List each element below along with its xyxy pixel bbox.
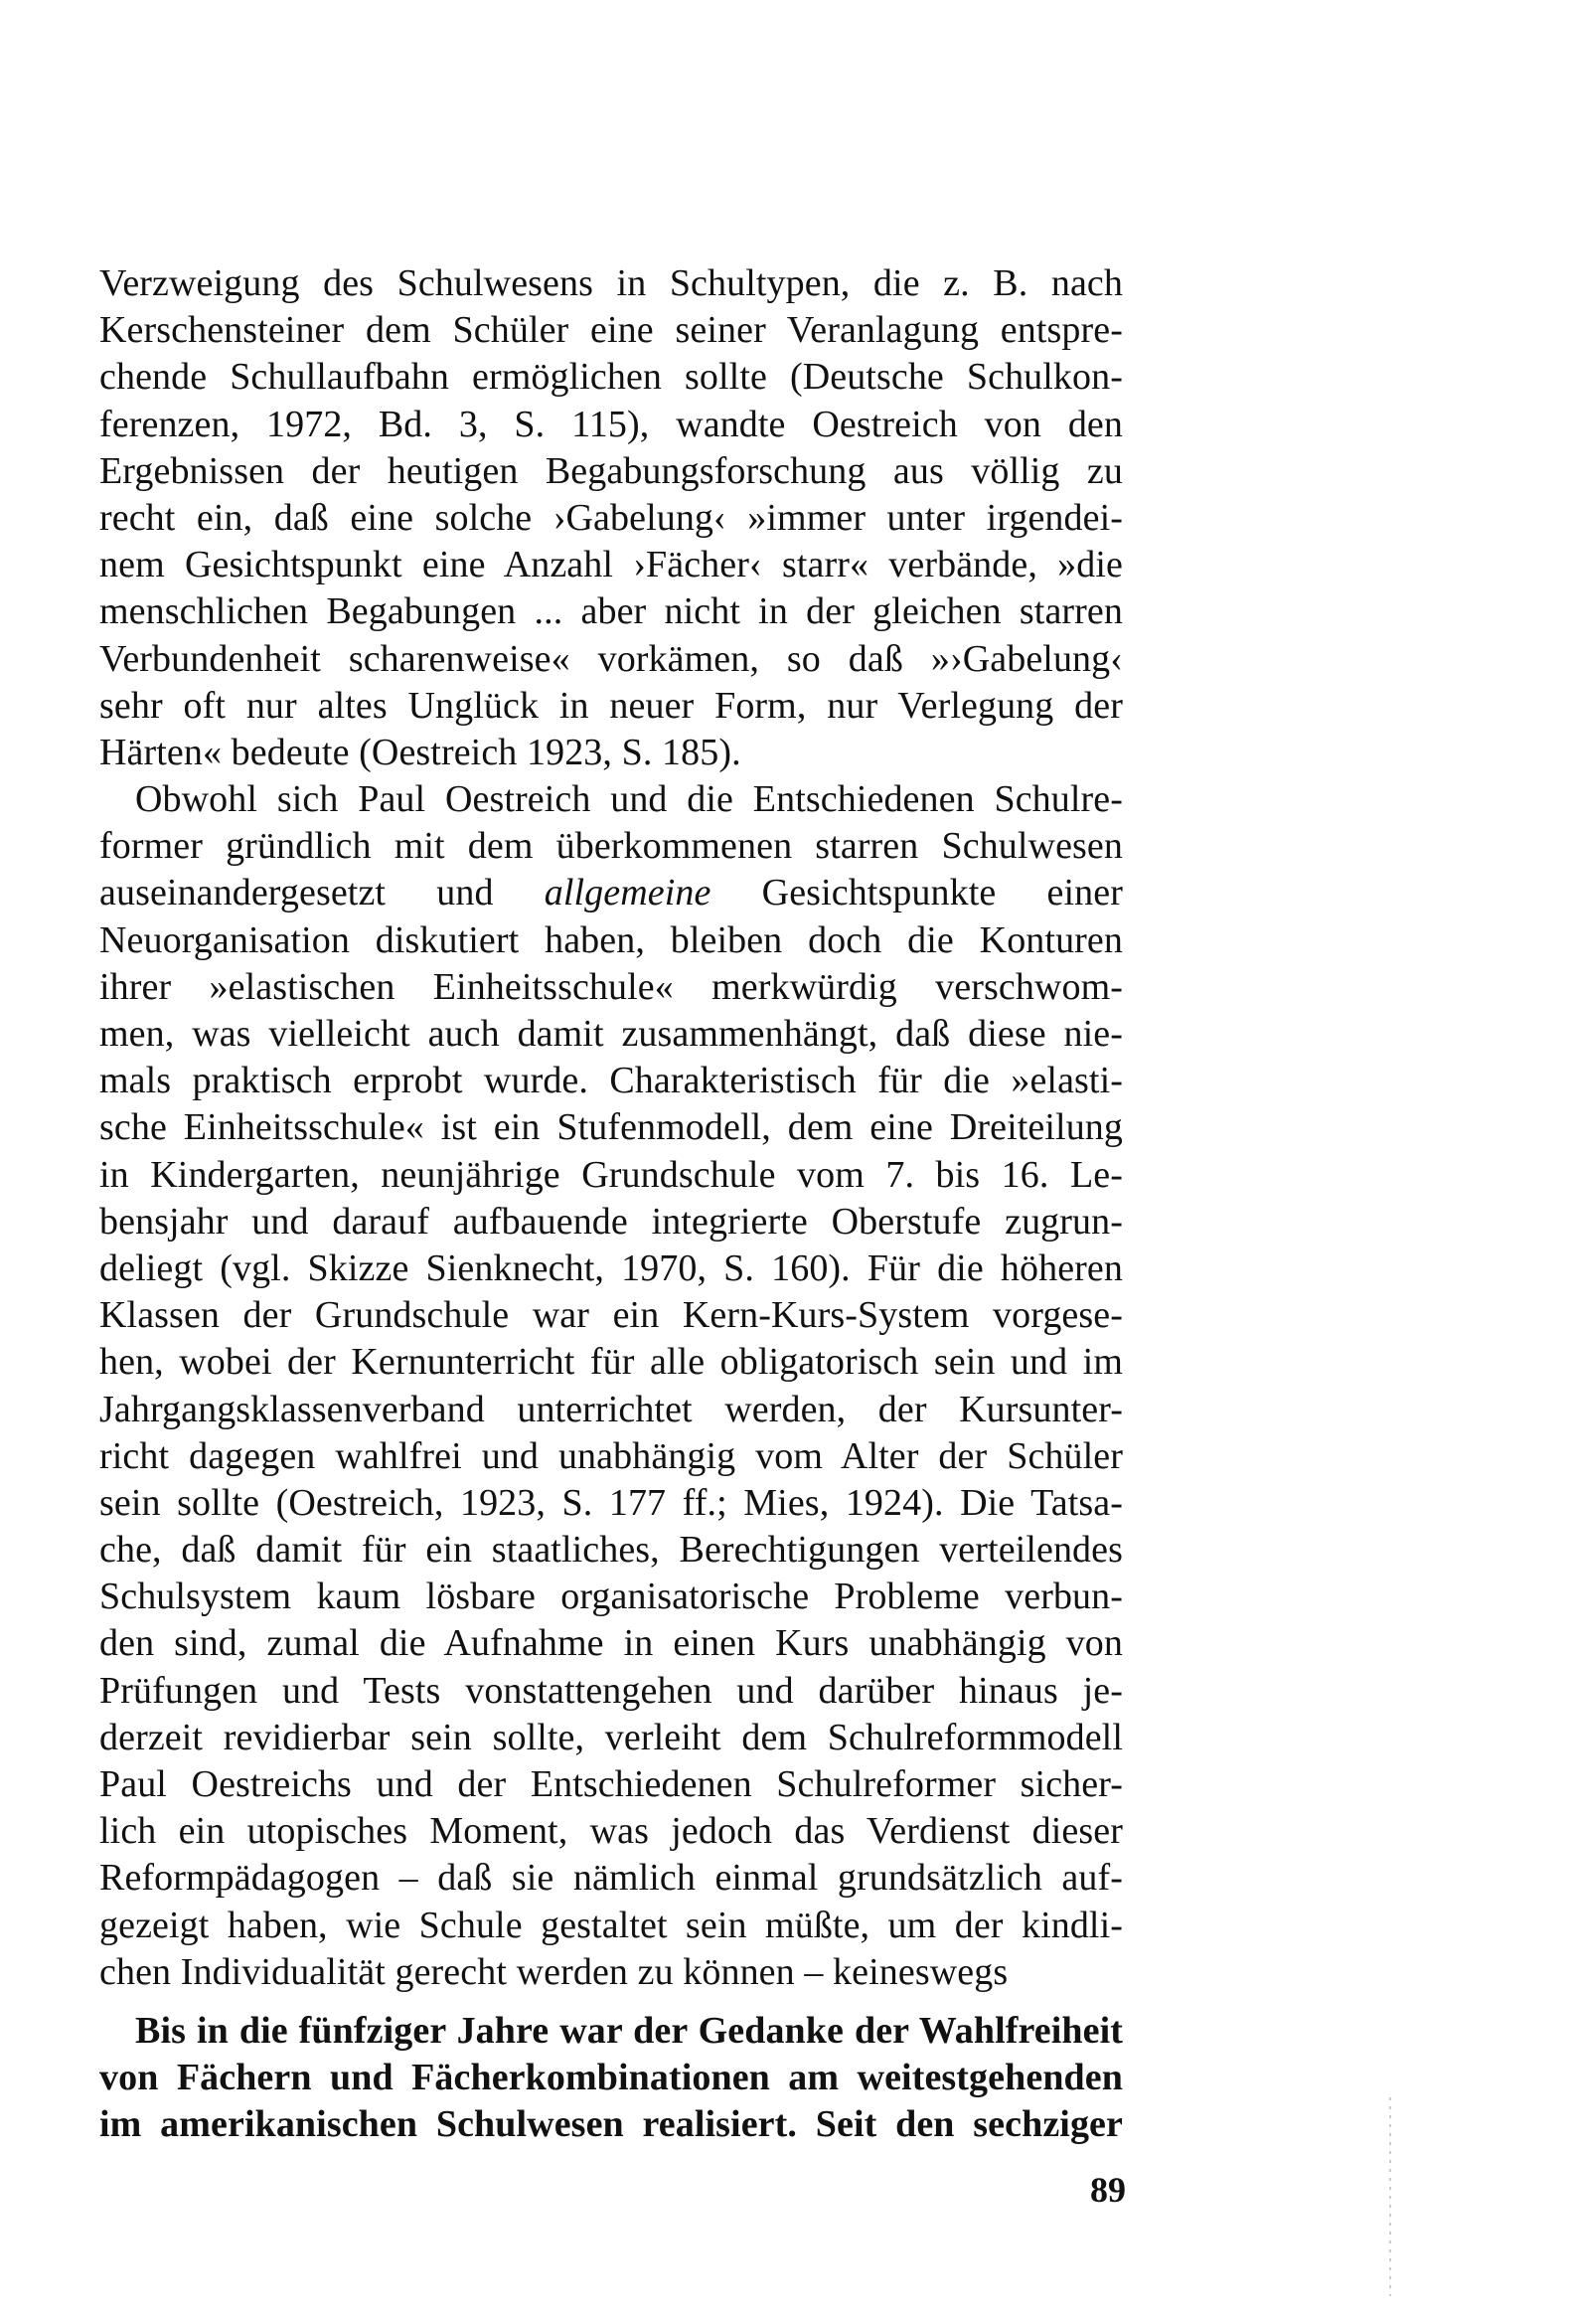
text-line: Neuorganisation diskutiert haben, bleiben doch die Konturen	[99, 918, 1123, 961]
text-line: Obwohl sich Paul Oestreich und die Entschiedenen Schulre-	[135, 778, 1123, 821]
text-line: den sind, zumal die Aufnahme in einen Kurs unabhängig von	[99, 1622, 1123, 1665]
paragraph-spacer	[99, 1996, 1123, 2008]
text-line: in Kindergarten, neunjährige Grundschule vom 7. bis 16. Le-	[99, 1153, 1123, 1196]
text-line: sehr oft nur altes Unglück in neuer Form, nur Verlegung der	[99, 684, 1123, 727]
text-line: deliegt (vgl. Skizze Sienknecht, 1970, S. 160). Für die höheren	[99, 1246, 1123, 1289]
text-line: lich ein utopisches Moment, was jedoch das Verdienst dieser	[99, 1810, 1123, 1853]
text-line: Verzweigung des Schulwesens in Schultypen, die z. B. nach	[99, 262, 1123, 304]
body-text	[99, 260, 1123, 2149]
text-line: menschlichen Begabungen ... aber nicht in der gleichen starren	[99, 590, 1123, 633]
text-line: gezeigt haben, wie Schule gestaltet sein müßte, um der kindli-	[99, 1904, 1123, 1946]
text-line: ihrer »elastischen Einheitsschule« merkwürdig verschwom-	[99, 965, 1123, 1008]
text-line: Paul Oestreichs und der Entschiedenen Schulreformer sicher-	[99, 1763, 1123, 1805]
text-line: che, daß damit für ein staatliches, Berechtigungen verteilendes	[99, 1529, 1123, 1572]
text-line: derzeit revidierbar sein sollte, verleiht dem Schulreformmodell	[99, 1716, 1123, 1758]
text-line: hen, wobei der Kernunterricht für alle obligatorisch sein und im	[99, 1341, 1123, 1384]
text-line: von Fächern und Fächerkombinationen am weitestgehenden	[99, 2057, 1123, 2099]
text-line: Prüfungen und Tests vonstattengehen und darüber hinaus je-	[99, 1669, 1123, 1712]
text-line: ferenzen, 1972, Bd. 3, S. 115), wandte Oestreich von den	[99, 403, 1123, 445]
text-line: Kerschensteiner dem Schüler eine seiner Veranlagung entspre-	[99, 309, 1123, 352]
text-line: bensjahr und darauf aufbauende integrierte Oberstufe zugrun-	[99, 1200, 1123, 1243]
text-line: mals praktisch erprobt wurde. Charakteristisch für die »elasti-	[99, 1060, 1123, 1102]
text-line: chen Individualität gerecht werden zu können – keineswegs	[99, 1950, 1009, 1993]
text-line: nem Gesichtspunkt eine Anzahl ›Fächer‹ starr« verbände, »die	[99, 544, 1123, 586]
page-number: 89	[1090, 2170, 1126, 2210]
emphasized-word: allgemeine	[544, 872, 711, 914]
text-line: im amerikanischen Schulwesen realisiert. Seit den sechziger	[99, 2103, 1123, 2146]
text-line: Ergebnissen der heutigen Begabungsforschung aus völlig zu	[99, 449, 1123, 492]
text-line: former gründlich mit dem überkommenen starren Schulwesen	[99, 825, 1123, 868]
text-line: recht ein, daß eine solche ›Gabelung‹ »immer unter irgendei-	[99, 496, 1123, 539]
text-line: Jahrgangsklassenverband unterrichtet werden, der Kursunter-	[99, 1388, 1123, 1430]
text-line: Härten« bedeute (Oestreich 1923, S. 185).	[99, 731, 741, 773]
text-line: Reformpädagogen – daß sie nämlich einmal grundsätzlich auf-	[99, 1857, 1123, 1900]
text-line: sein sollte (Oestreich, 1923, S. 177 ff.; Mies, 1924). Die Tatsa-	[99, 1481, 1123, 1524]
text-run: auseinandergesetzt und	[99, 872, 545, 914]
paragraph-1	[99, 260, 1123, 776]
text-line: Klassen der Grundschule war ein Kern-Kurs-System vorgese-	[99, 1294, 1123, 1337]
text-line-with-emphasis	[99, 870, 1123, 916]
text-line: Verbundenheit scharenweise« vorkämen, so daß »›Gabelung‹	[99, 637, 1123, 680]
text-line: sche Einheitsschule« ist ein Stufenmodell, dem eine Dreiteilung	[99, 1106, 1123, 1149]
text-line: men, was vielleicht auch damit zusammenhängt, daß diese nie-	[99, 1013, 1123, 1055]
text-line: Schulsystem kaum lösbare organisatorische Probleme verbun-	[99, 1576, 1123, 1618]
paragraph-2	[99, 776, 1123, 1996]
text-line: chende Schullaufbahn ermöglichen sollte (Deutsche Schulkon-	[99, 356, 1123, 399]
text-line: Bis in die fünfziger Jahre war der Gedanke der Wahlfreiheit	[135, 2009, 1123, 2052]
text-run: Gesichtspunkte einer	[710, 872, 1123, 914]
paragraph-3	[99, 2008, 1123, 2149]
scan-edge-mark	[1389, 2097, 1391, 2296]
text-line: richt dagegen wahlfrei und unabhängig vom Alter der Schüler	[99, 1434, 1123, 1477]
